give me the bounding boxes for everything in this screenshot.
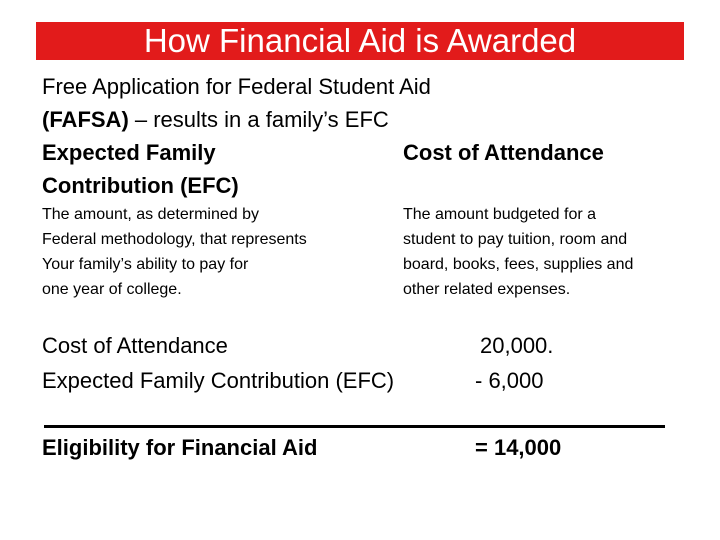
intro-line-1: Free Application for Federal Student Aid [42, 74, 431, 99]
calc-efc-label: Expected Family Contribution (EFC) [42, 368, 395, 393]
coa-description-line: The amount budgeted for a [403, 206, 597, 223]
calc-eligibility-value: = 14,000 [475, 435, 562, 460]
calc-efc-value: - 6,000 [475, 368, 544, 393]
intro-line-2-rest: – results in a family’s EFC [128, 107, 389, 132]
calc-eligibility-label: Eligibility for Financial Aid [42, 435, 318, 460]
efc-description [42, 202, 307, 302]
title-banner [36, 22, 684, 60]
page-title: How Financial Aid is Awarded [143, 22, 577, 59]
coa-description-line: student to pay tuition, room and [403, 231, 628, 248]
coa-description-line: board, books, fees, supplies and [403, 256, 634, 273]
calc-cost-of-attendance-label: Cost of Attendance [42, 333, 228, 358]
efc-description-line: Your family’s ability to pay for [42, 256, 249, 273]
fafsa-acronym: (FAFSA) [42, 107, 129, 132]
efc-description-line: The amount, as determined by [42, 206, 260, 223]
calc-cost-of-attendance-value: 20,000. [480, 333, 554, 358]
coa-description [403, 202, 633, 302]
coa-heading: Cost of Attendance [403, 140, 604, 165]
efc-description-line: Federal methodology, that represents [42, 231, 307, 248]
coa-description-line: other related expenses. [403, 281, 571, 298]
efc-heading-line-2: Contribution (EFC) [42, 173, 239, 198]
efc-heading-line-1: Expected Family [42, 140, 216, 165]
calculation-divider [44, 425, 665, 428]
efc-description-line: one year of college. [42, 281, 182, 298]
intro-line-2 [42, 103, 389, 136]
